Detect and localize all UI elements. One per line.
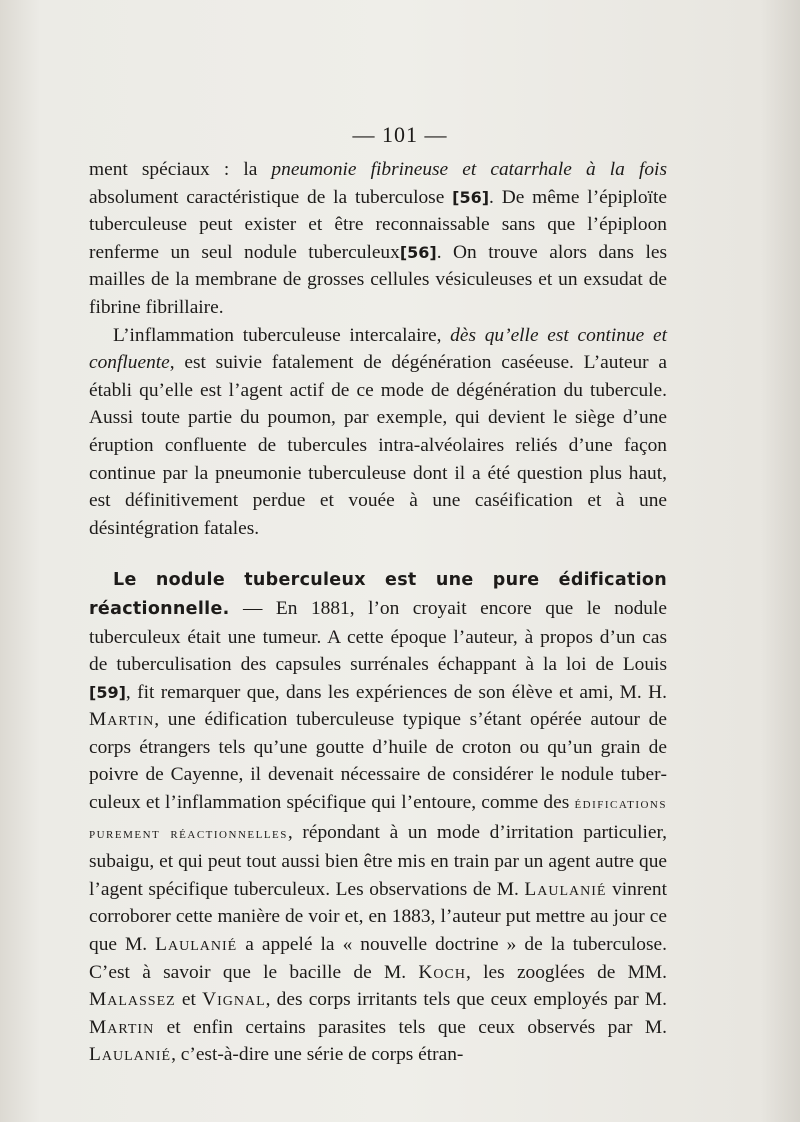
italic-term: pneumonie fibrineuse et catarrhale à la fois (271, 159, 667, 180)
italic-phrase: dès qu’elle est continue et confluente (89, 324, 667, 374)
text-run: ment spéciaux : la (89, 159, 272, 180)
text-run: , répondant à un mode d’irritation particulier, subaigu, et qui peut tout aussi bien être mis en train par un agent autre que l’agent spécifique tuberculeux. Les observations de M. (89, 821, 668, 900)
text-run: , c’est-à-dire une série de corps étran- (171, 1044, 464, 1066)
text-run: , des corps irritants tels que ceux employés par M. (265, 989, 667, 1011)
text-run: a appelé la « nouvelle doctrine » de la tuberculose. C’est à savoir que le bacille de M. (89, 934, 667, 983)
text-run: et enfin certains parasites tels que ceux observés par M. (154, 1016, 667, 1038)
reference-marker: [59] (89, 682, 126, 702)
text-run: , une édification tuberculeuse typique s’étant opérée autour de corps étrangers tels qu’une goutte d’huile de croton ou qu’un grain de poivre de Cayenne, il devenait nécessaire de considérer le nodule tuberculeux et l’inflammation spécifique qui l’entoure, comme des (89, 709, 667, 814)
text-run: vinrent corroborer cette manière de voir et, en 1883, l’auteur put mettre au jour ce que M. (89, 878, 667, 956)
text-run: absolument caractéristique de la tuberculose (89, 186, 453, 208)
section-heading: Le nodule tuberculeux est une pure édification réactionnelle. (89, 570, 667, 619)
small-caps-phrase: édifications purement réactionnelles (89, 796, 667, 842)
body-text (89, 156, 667, 1069)
author-name: Malassez (89, 989, 176, 1011)
author-name: Laulanié (89, 1044, 172, 1066)
author-name: Vignal (202, 989, 266, 1011)
paragraph-nodule (89, 566, 667, 1069)
paragraph-continuation (89, 156, 667, 322)
author-name: Martin (89, 1016, 155, 1038)
author-name: Martin (89, 709, 155, 731)
page-number: — 101 — (352, 122, 448, 147)
text-run: , fit remarquer que, dans les expériences de son élève et ami, M. H. (125, 681, 667, 703)
text-run: , est suivie fatalement de dégénération caséeuse. L’auteur a établi qu’elle est l’agent actif de ce mode de dégénération du tubercule. Aussi toute partie du poumon, par exemple, qui devient le siège d’une éruption confluente de tubercules intra-alvéolaires reliés d’une façon continue par la pneumonie tuberculeuse dont il a été question plus haut, est définitivement perdue et vouée à une caséification et à une désintégration fatales. (89, 352, 667, 539)
text-run: — En 1881, l’on croyait encore que le nodule tuberculeux était une tumeur. A cette époque l’auteur, à propos d’un cas de tuberculisation des capsules surrénales échappant à la loi de Louis (89, 597, 667, 676)
author-name: Laulanié (155, 934, 238, 956)
text-run: , les zooglées de MM. (465, 961, 668, 983)
text-run: . On trouve alors dans les mailles de la membrane de grosses cellules vésiculeuses et un exsudat de fibrine fibrillaire. (89, 241, 667, 318)
reference-marker: [56] (399, 242, 437, 262)
author-name: Laulanié (524, 878, 607, 900)
text-run: L’inflammation tuberculeuse intercalaire, (113, 324, 451, 346)
text-run: et (175, 989, 203, 1011)
paragraph-inflammation (89, 322, 667, 543)
author-name: Koch (418, 961, 466, 983)
text-run: . De même l’épiploïte tuberculeuse peut exister et être reconnaissable sans que l’épiploon renferme un seul nodule tuberculeux (89, 186, 667, 263)
reference-marker: [56] (452, 187, 490, 207)
